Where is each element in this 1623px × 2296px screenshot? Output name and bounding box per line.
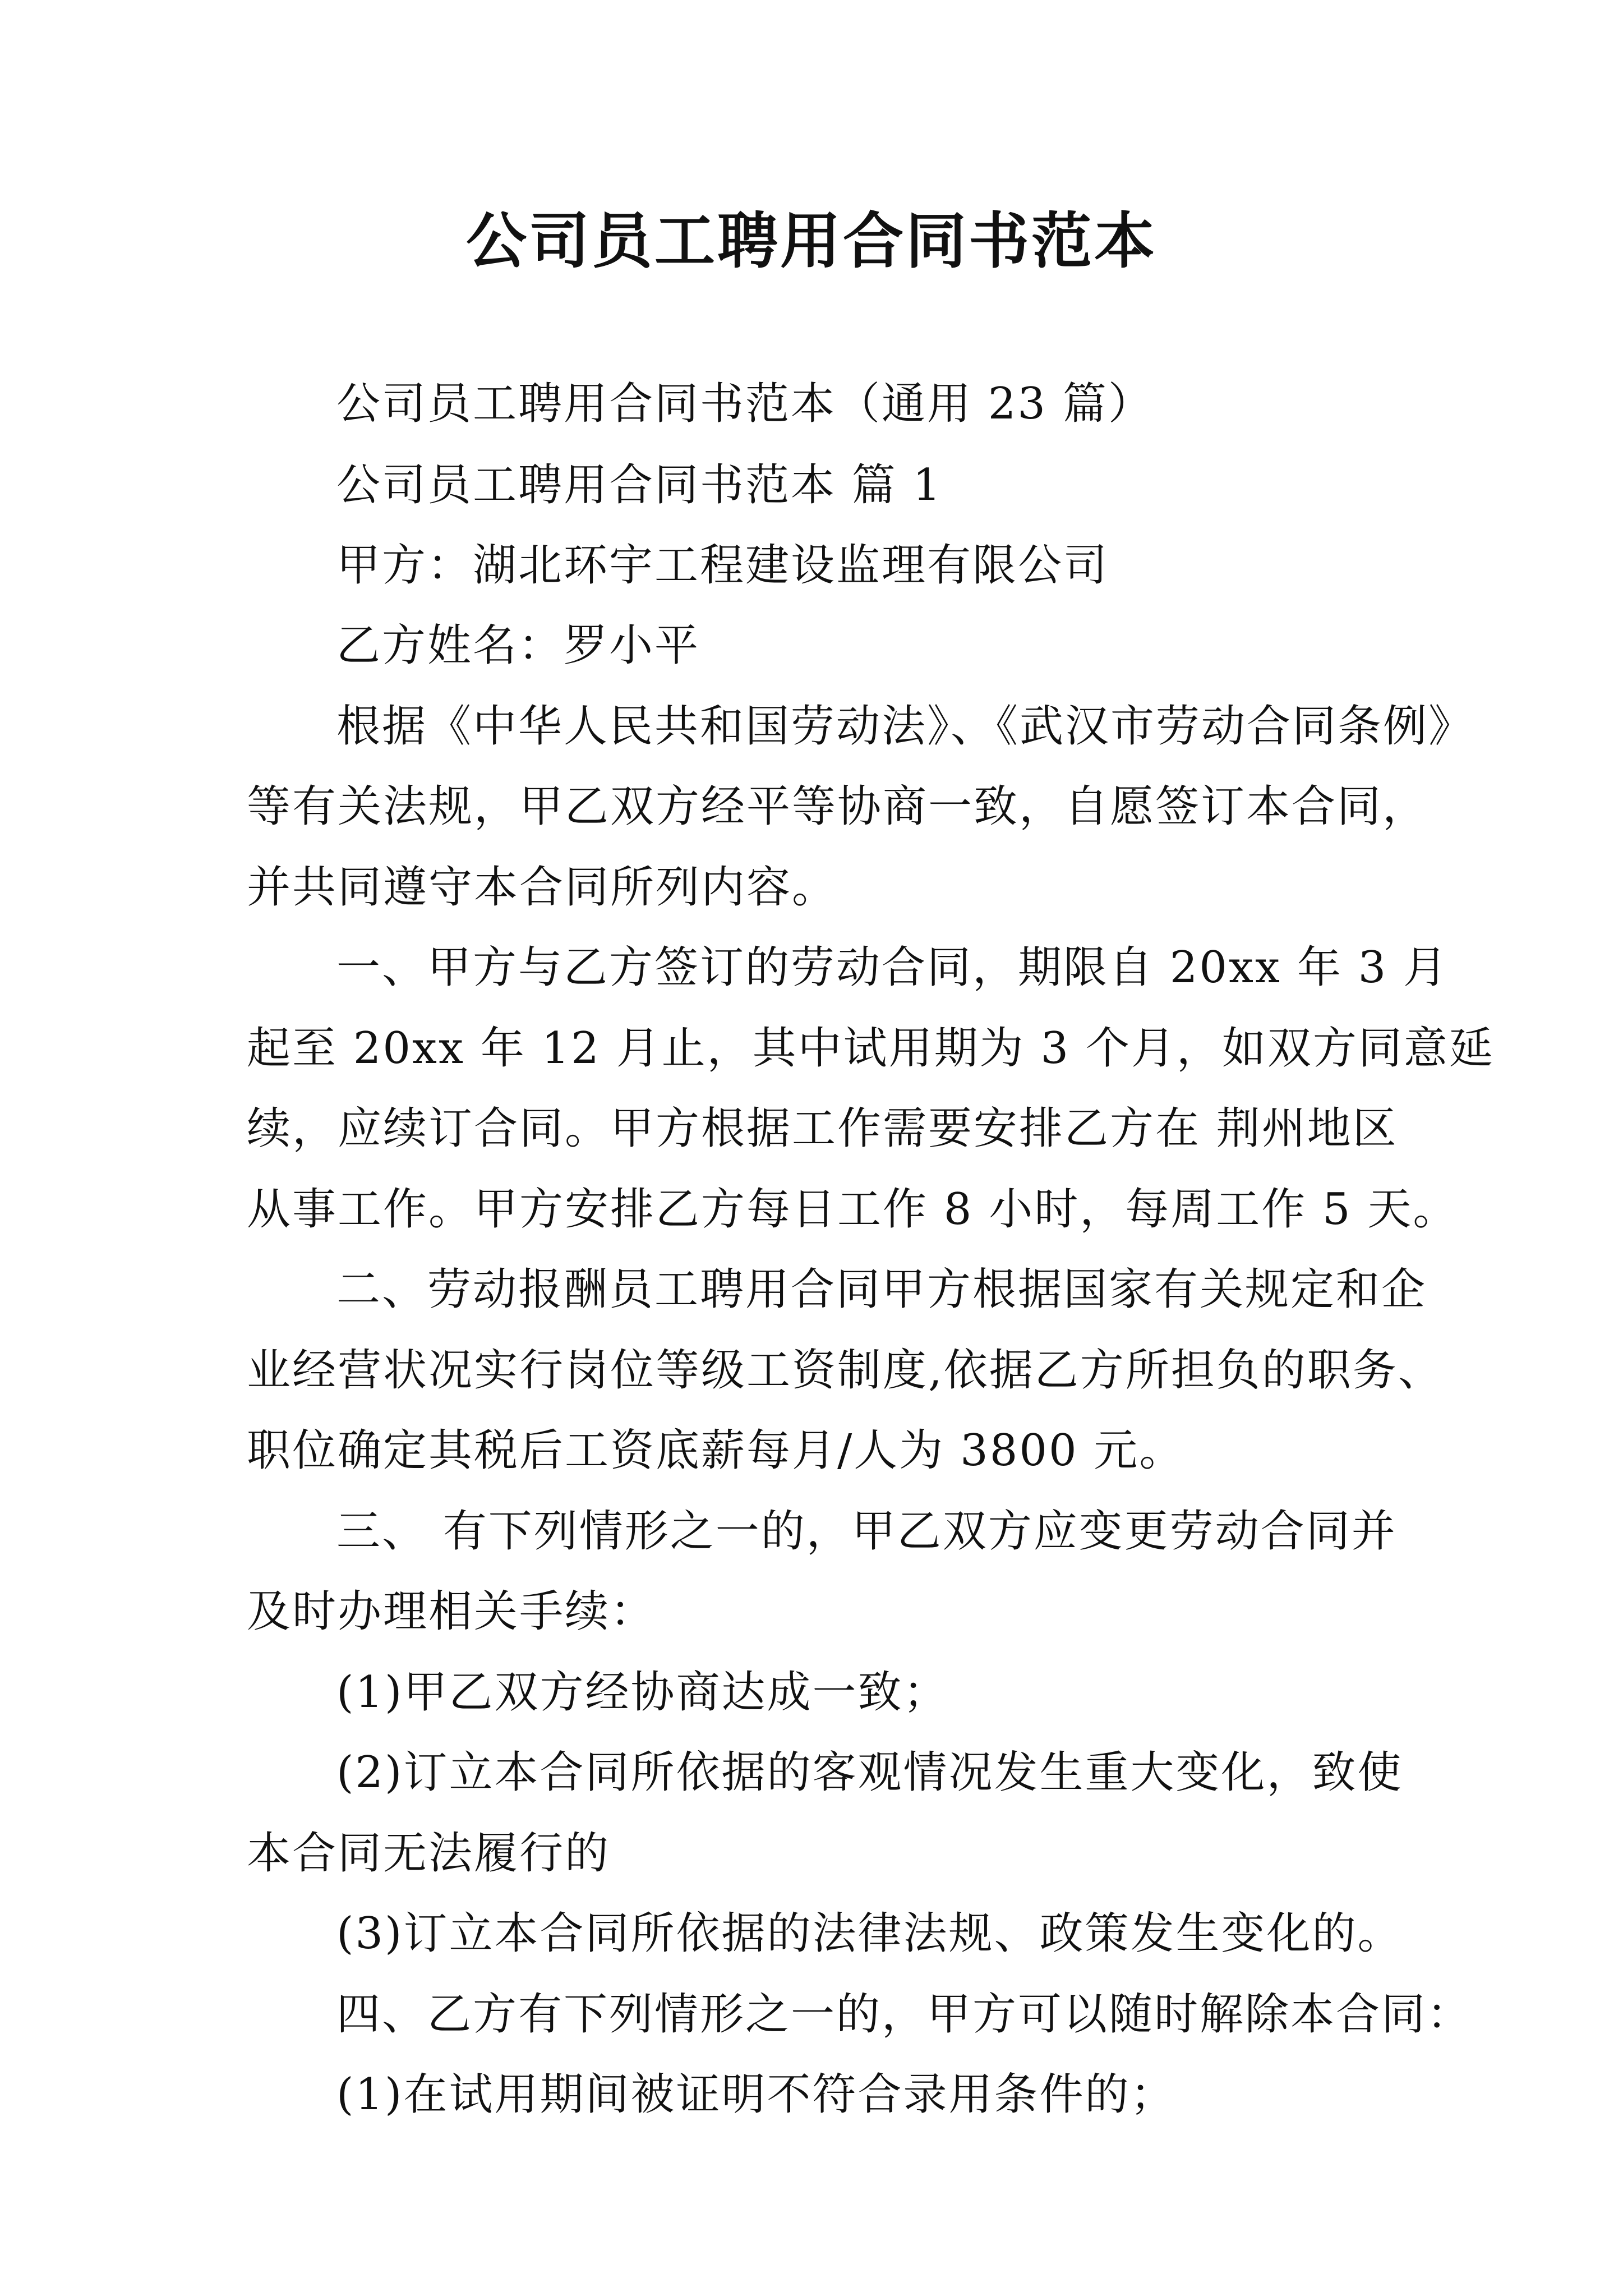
paragraph-line: 四、乙方有下列情形之一的，甲方可以随时解除本合同： [336, 1989, 1473, 2040]
paragraph-line: 乙方姓名：罗小平 [336, 620, 700, 671]
paragraph-line: 等有关法规，甲乙双方经平等协商一致，自愿签订本合同， [247, 781, 1428, 832]
paragraph-line: 公司员工聘用合同书范本（通用 23 篇） [336, 379, 1154, 429]
paragraph-line: 起至 20xx 年 12 月止，其中试用期为 3 个月，如双方同意延 [247, 1023, 1495, 1074]
paragraph-line: 业经营状况实行岗位等级工资制度,依据乙方所担负的职务、 [247, 1345, 1444, 1396]
paragraph-line: 根据《中华人民共和国劳动法》、《武汉市劳动合同条例》 [336, 701, 1474, 752]
paragraph-line: 职位确定其税后工资底薪每月/人为 3800 元。 [247, 1425, 1185, 1476]
paragraph-line: 公司员工聘用合同书范本 篇 1 [336, 460, 943, 510]
paragraph-line: (1)在试用期间被证明不符合录用条件的； [336, 2069, 1176, 2120]
paragraph-line: 从事工作。甲方安排乙方每日工作 8 小时，每周工作 5 天。 [247, 1184, 1459, 1235]
paragraph-line: (3)订立本合同所依据的法律法规、政策发生变化的。 [336, 1908, 1403, 1959]
paragraph-line: 三、 有下列情形之一的，甲乙双方应变更劳动合同并 [336, 1506, 1397, 1557]
paragraph-line: 及时办理相关手续： [247, 1586, 656, 1637]
paragraph-line: 续，应续订合同。甲方根据工作需要安排乙方在 荆州地区 [247, 1103, 1398, 1154]
paragraph-line: 二、劳动报酬员工聘用合同甲方根据国家有关规定和企 [336, 1264, 1427, 1315]
paragraph-line: (1)甲乙双方经协商达成一致； [336, 1667, 949, 1718]
paragraph-line: 甲方：湖北环宇工程建设监理有限公司 [336, 540, 1109, 591]
document-title: 公司员工聘用合同书范本 [465, 206, 1157, 277]
paragraph-line: 本合同无法履行的 [247, 1828, 611, 1879]
paragraph-line: 一、甲方与乙方签订的劳动合同，期限自 20xx 年 3 月 [336, 942, 1449, 993]
paragraph-line: (2)订立本合同所依据的客观情况发生重大变化，致使 [336, 1747, 1403, 1798]
paragraph-line: 并共同遵守本合同所列内容。 [247, 862, 838, 913]
